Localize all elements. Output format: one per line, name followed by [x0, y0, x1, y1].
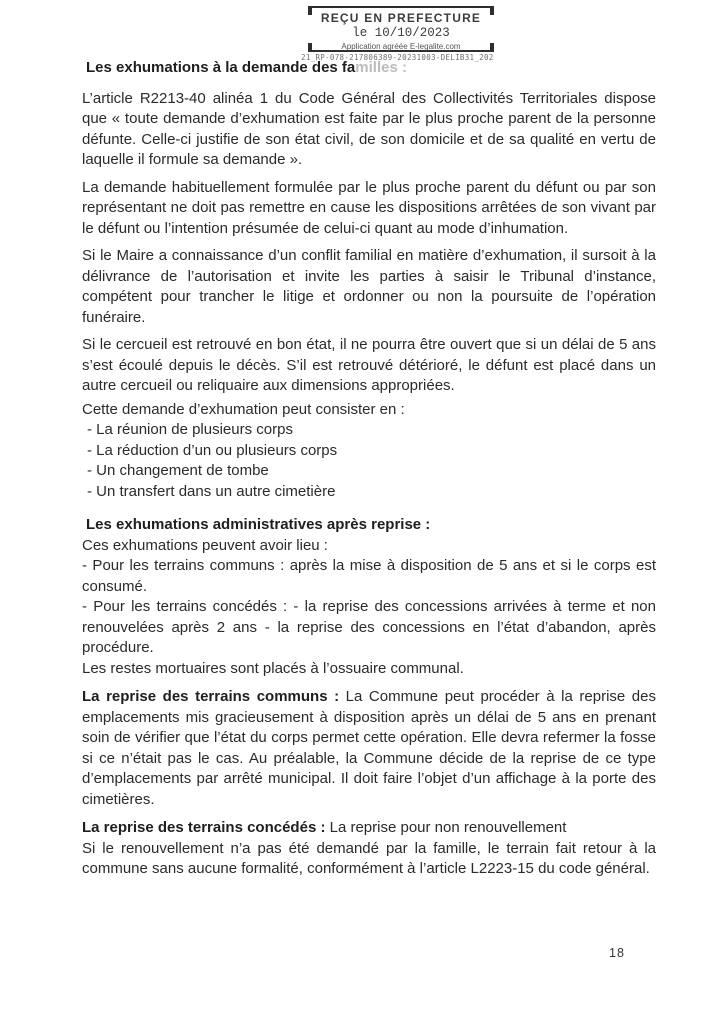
section-line: Les restes mortuaires sont placés à l’ossuaire communal. — [82, 659, 464, 677]
section-exhumations-administratives — [82, 536, 656, 680]
section-line: - Pour les terrains communs : après la mise à disposition de 5 ans et si le corps est consumé. — [82, 557, 656, 595]
heading-faded-text: milles : — [355, 59, 407, 76]
paragraph-lead-bold: La reprise des terrains communs : — [82, 688, 340, 705]
paragraph-body-text: La reprise pour non renouvellement — [325, 819, 567, 836]
stamp-reference-code: 21_RP-078-217806389-20231003-DELIB31_202 — [301, 53, 494, 62]
prefecture-stamp — [308, 6, 494, 52]
stamp-corner-icon — [308, 43, 312, 52]
paragraph-renouvellement: Si le renouvellement n’a pas été demandé par la famille, le terrain fait retour à la commune sans aucune formalité, conformément à l’article L2223-15 du code général. — [82, 839, 656, 877]
paragraph-demande-formulee: La demande habituellement formulée par le plus proche parent du défunt ou par son représentant ne doit pas remettre en cause les dispositions arrêtées de son vivant par le défunt ou l’intention présumée de celui-ci quant au mode d’inhumation. — [82, 178, 656, 237]
heading-text: Les exhumations à la demande des fa — [86, 59, 356, 76]
paragraph-conflit-familial: Si le Maire a connaissance d’un conflit familial en matière d’exhumation, il sursoit à la délivrance de l’autorisation et invite les parties à saisir le Tribunal d’instance, compétent pour trancher le litige et ordonner ou non la poursuite de l’opération funéraire. — [82, 247, 656, 326]
list-item: - Un changement de tombe — [87, 462, 269, 479]
section-heading-exhumations-familles — [82, 58, 656, 79]
list-intro: Cette demande d’exhumation peut consister en : — [82, 400, 405, 418]
paragraph-article-r2213: L’article R2213-40 alinéa 1 du Code Général des Collectivités Territoriales dispose que « toute demande d’exhumation est faite par le plus proche parent de la personne défunte. Celle-ci justifie de son état civil, de son domicile et de sa qualité en vertu de laquelle il formule sa demande ». — [82, 89, 656, 168]
stamp-date: le 10/10/2023 — [352, 26, 450, 40]
stamp-corner-icon — [308, 6, 312, 15]
stamp-corner-icon — [490, 43, 494, 52]
list-item: - Un transfert dans un autre cimetière — [87, 482, 336, 500]
stamp-title: REÇU EN PREFECTURE — [320, 11, 482, 25]
document-content — [82, 58, 656, 880]
list-item: - La réunion de plusieurs corps — [87, 421, 293, 438]
list-item: - La réduction d’un ou plusieurs corps — [87, 441, 338, 459]
stamp-application-label: Application agréée E-legalite.com — [341, 42, 461, 51]
section-heading-exhumations-administratives: Les exhumations administratives après reprise : — [86, 516, 431, 533]
paragraph-cercueil-etat: Si le cercueil est retrouvé en bon état, il ne pourra être ouvert que si un délai de 5 ans s’est écoulé depuis le décès. S’il est retrouvé détérioré, le défunt est placé dans un autre cercueil ou reliquaire aux dimensions appropriées. — [82, 336, 656, 394]
page-number: 18 — [609, 946, 625, 960]
list-demande-exhumation — [82, 400, 656, 503]
paragraph-reprise-terrains-concedes — [82, 818, 656, 839]
paragraph-body-text: La Commune peut procéder à la reprise des emplacements mis gracieusement à disposition après un délai de 5 ans en prenant soin de vérifier que l’état du corps permet cette opération. Elle devra refermer la fosse si ce n’était pas le cas. Au préalable, la Commune décide de la reprise de ce type d’emplacements par arrêté municipal. Il doit faire l’objet d’un affichage à la porte des cimetières. — [82, 688, 656, 808]
section-line: Ces exhumations peuvent avoir lieu : — [82, 536, 328, 554]
paragraph-lead-bold: La reprise des terrains concédés : — [82, 819, 326, 836]
paragraph-reprise-terrains-communs — [82, 687, 656, 810]
section-line: - Pour les terrains concédés : - la reprise des concessions arrivées à terme et non renouvelées après 2 ans - la reprise des concessions en l’état d’abandon, après procédure. — [82, 598, 656, 656]
stamp-corner-icon — [490, 6, 494, 15]
